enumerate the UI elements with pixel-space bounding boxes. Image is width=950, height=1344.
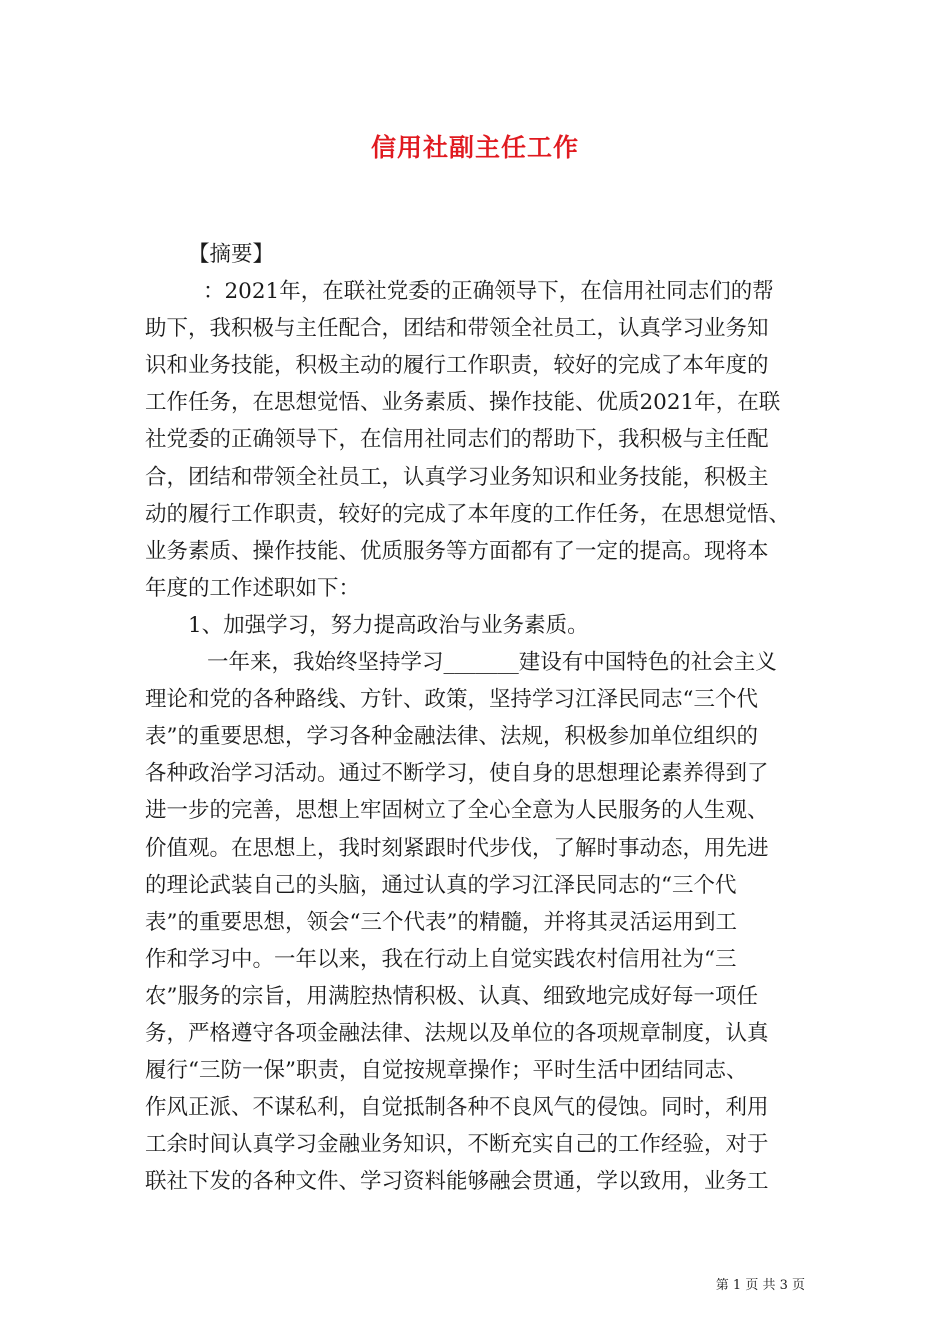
text-line: 务，严格遵守各项金融法律、法规以及单位的各项规章制度，认真 (145, 1020, 769, 1046)
text-line: 年度的工作述职如下： (145, 575, 361, 601)
text-line: 助下，我积极与主任配合，团结和带领全社员工，认真学习业务知 (145, 316, 769, 342)
document-body (145, 236, 825, 1200)
text-line: 联社下发的各种文件、学习资料能够融会贯通，学以致用，业务工 (145, 1169, 769, 1195)
text-line: 合，团结和带领全社员工，认真学习业务知识和业务技能，积极主 (145, 464, 769, 490)
text-line: 识和业务技能，积极主动的履行工作职责，较好的完成了本年度的 (145, 353, 769, 379)
text-line: 表”的重要思想，领会“三个代表”的精髓，并将其灵活运用到工 (145, 909, 737, 935)
text-line: 作风正派、不谋私利，自觉抵制各种不良风气的侵蚀。同时，利用 (145, 1095, 769, 1121)
text-line: 工余时间认真学习金融业务知识，不断充实自己的工作经验，对于 (145, 1132, 769, 1158)
text-line: 作和学习中。一年以来，我在行动上自觉实践农村信用社为“三 (145, 946, 737, 972)
text-line: ：2021年，在联社党委的正确领导下，在信用社同志们的帮 (203, 279, 774, 305)
abstract-heading: 【摘要】 (188, 242, 275, 267)
page-number: 第 1 页 共 3 页 (715, 1278, 805, 1293)
text-line: 农”服务的宗旨，用满腔热情积极、认真、细致地完成好每一项任 (145, 983, 758, 1009)
text-line: 各种政治学习活动。通过不断学习，使自身的思想理论素养得到了 (145, 761, 769, 787)
text-line: 工作任务，在思想觉悟、业务素质、操作技能、优质2021年，在联 (145, 390, 781, 416)
text-line: 的理论武装自己的头脑，通过认真的学习江泽民同志的“三个代 (145, 872, 737, 898)
section-heading: 1、加强学习，努力提高政治与业务素质。 (188, 612, 589, 638)
text-line: 表”的重要思想，学习各种金融法律、法规，积极参加单位组织的 (145, 724, 758, 750)
text-line: 业务素质、操作技能、优质服务等方面都有了一定的提高。现将本 (145, 538, 769, 564)
text-line: 理论和党的各种路线、方针、政策，坚持学习江泽民同志“三个代 (145, 687, 758, 713)
text-line: 社党委的正确领导下，在信用社同志们的帮助下，我积极与主任配 (145, 427, 769, 453)
text-line: 履行“三防一保”职责，自觉按规章操作；平时生活中团结同志、 (145, 1058, 748, 1084)
text-line: 动的履行工作职责，较好的完成了本年度的工作任务，在思想觉悟、 (145, 501, 791, 527)
text-line: 价值观。在思想上，我时刻紧跟时代步伐，了解时事动态，用先进 (145, 835, 769, 861)
text-line: 进一步的完善，思想上牢固树立了全心全意为人民服务的人生观、 (145, 798, 769, 824)
page-title: 信用社副主任工作 (370, 133, 579, 162)
text-line: 一年来，我始终坚持学习_______建设有中国特色的社会主义 (207, 650, 777, 676)
